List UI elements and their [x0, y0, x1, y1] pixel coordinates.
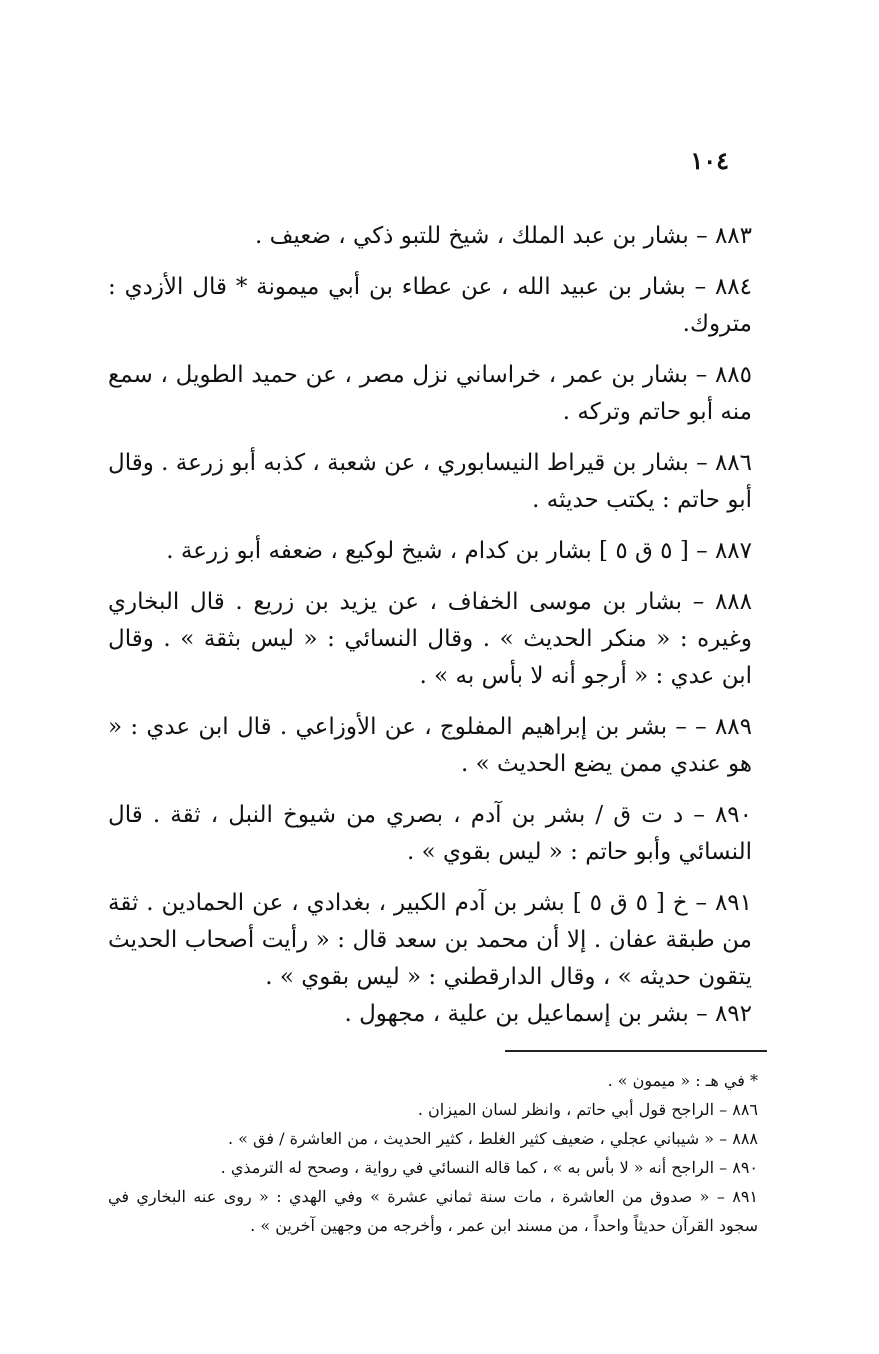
entry-884: ٨٨٤ – بشار بن عبيد الله ، عن عطاء بن أبي ميمونة * قال الأزدي : متروك. — [108, 274, 752, 337]
footnote-886: ٨٨٦ – الراجح قول أبي حاتم ، وانظر لسان الميزان . — [417, 1100, 758, 1119]
entry-890: ٨٩٠ – د ت ق / بشر بن آدم ، بصري من شيوخ النبل ، ثقة . قال النسائي وأبو حاتم : « ليس بقوي » . — [108, 802, 752, 865]
entry-885: ٨٨٥ – بشار بن عمر ، خراساني نزل مصر ، عن حميد الطويل ، سمع منه أبو حاتم وتركه . — [108, 362, 752, 425]
entry-886: ٨٨٦ – بشار بن قيراط النيسابوري ، عن شعبة ، كذبه أبو زرعة . وقال أبو حاتم : يكتب حديثه . — [108, 450, 752, 513]
entry-889: ٨٨٩ – – بشر بن إبراهيم المفلوج ، عن الأوزاعي . قال ابن عدي : « هو عندي ممن يضع الحديث » . — [108, 714, 752, 777]
entry-883: ٨٨٣ – بشار بن عبد الملك ، شيخ للتبو ذكي ، ضعيف . — [254, 223, 752, 249]
footnote-divider — [505, 1050, 767, 1052]
footnote-888: ٨٨٨ – « شيباني عجلي ، ضعيف كثير الغلط ، كثير الحديث ، من العاشرة / فق » . — [227, 1129, 758, 1148]
footnote-891: ٨٩١ – « صدوق من العاشرة ، مات سنة ثماني عشرة » وفي الهدي : « روى عنه البخاري في سجود القرآن حديثاً واحداً ، من مسند ابن عمر ، وأخرجه من وجهين آخرين » . — [108, 1187, 758, 1235]
entries-list — [108, 218, 752, 1033]
footnote-star: * في هـ : « ميمون » . — [607, 1071, 758, 1090]
page-number: ١٠٤ — [690, 146, 729, 175]
entry-891: ٨٩١ – خ [ ٥ ق ٥ ] بشر بن آدم الكبير ، بغدادي ، عن الحمادين . ثقة من طبقة عفان . إلا أن محمد بن سعد قال : « رأيت أصحاب الحديث يتقون حديثه » ، وقال الدارقطني : « ليس بقوي » . — [108, 890, 752, 990]
footnotes — [108, 1066, 758, 1240]
footnote-890: ٨٩٠ – الراجح أنه « لا بأس به » ، كما قاله النسائي في رواية ، وصحح له الترمذي . — [220, 1158, 758, 1177]
entry-888: ٨٨٨ – بشار بن موسى الخفاف ، عن يزيد بن زريع . قال البخاري وغيره : « منكر الحديث » . وقال النسائي : « ليس بثقة » . وقال ابن عدي : « أرجو أنه لا بأس به » . — [108, 589, 752, 689]
entry-892: ٨٩٢ – بشر بن إسماعيل بن علية ، مجهول . — [344, 1001, 752, 1027]
entry-887: ٨٨٧ – [ ٥ ق ٥ ] بشار بن كدام ، شيخ لوكيع ، ضعفه أبو زرعة . — [166, 538, 752, 564]
